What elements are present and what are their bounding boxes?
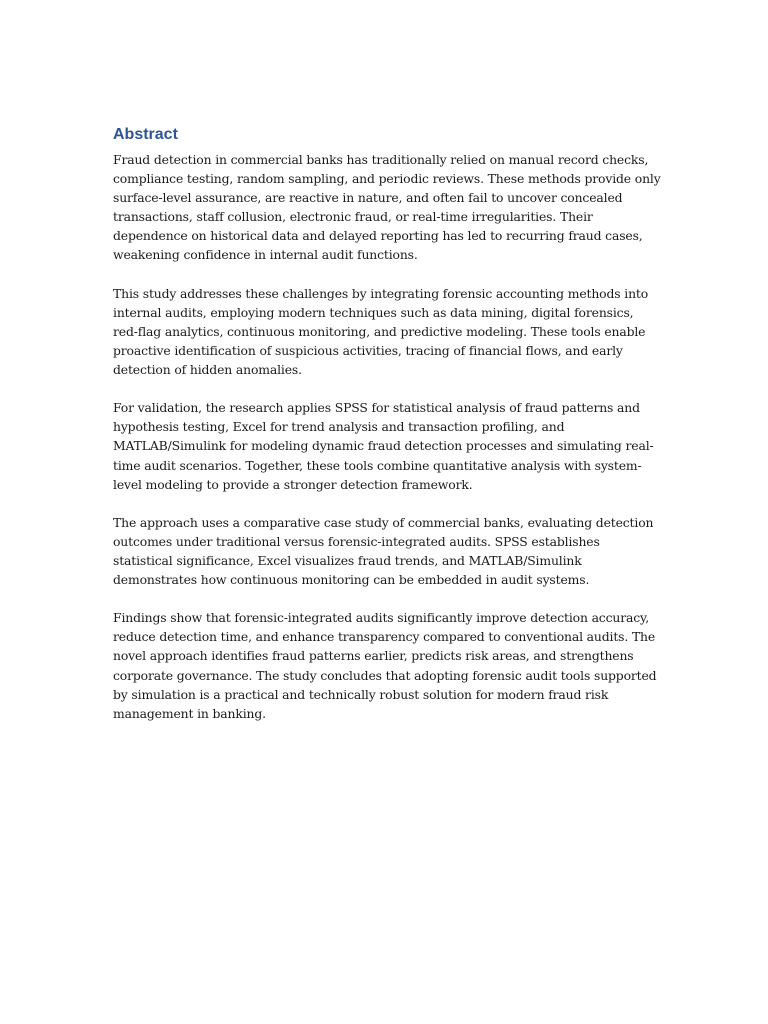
abstract-paragraph-2: This study addresses these challenges by integrating forensic accounting methods into internal audits, employing modern techniques such as data mining, digital forensics, red-flag analytics, continuous monitoring, and predictive modeling. These tools enable proactive identification of suspicious activities, tracing of financial flows, and early detection of hidden anomalies. [113, 285, 649, 378]
abstract-heading: Abstract [113, 126, 178, 143]
abstract-paragraph-1: Fraud detection in commercial banks has traditionally relied on manual record checks, compliance testing, random sampling, and periodic reviews. These methods provide only surface-level assurance, are reactive in nature, and often fail to uncover concealed transactions, staff collusion, electronic fraud, or real-time irregularities. Their dependence on historical data and delayed reporting has led to recurring fraud cases, weakening confidence in internal audit functions. [113, 152, 661, 263]
abstract-paragraph-5: Findings show that forensic-integrated audits significantly improve detection accuracy, reduce detection time, and enhance transparency compared to conventional audits. The novel approach identifies fraud patterns earlier, predicts risk areas, and strengthens corporate governance. The study concludes that adopting forensic audit tools supported by simulation is a practical and technically robust solution for modern fraud risk management in banking. [113, 610, 657, 721]
abstract-paragraph-3: For validation, the research applies SPSS for statistical analysis of fraud patterns and hypothesis testing, Excel for trend analysis and transaction profiling, and MATLAB/Simulink for modeling dynamic fraud detection processes and simulating real-time audit scenarios. Together, these tools combine quantitative analysis with system-level modeling to provide a stronger detection framework. [113, 400, 654, 492]
abstract-section [113, 124, 661, 723]
abstract-paragraph-4: The approach uses a comparative case study of commercial banks, evaluating detection outcomes under traditional versus forensic-integrated audits. SPSS establishes statistical significance, Excel visualizes fraud trends, and MATLAB/Simulink demonstrates how continuous monitoring can be embedded in audit systems. [113, 514, 654, 588]
